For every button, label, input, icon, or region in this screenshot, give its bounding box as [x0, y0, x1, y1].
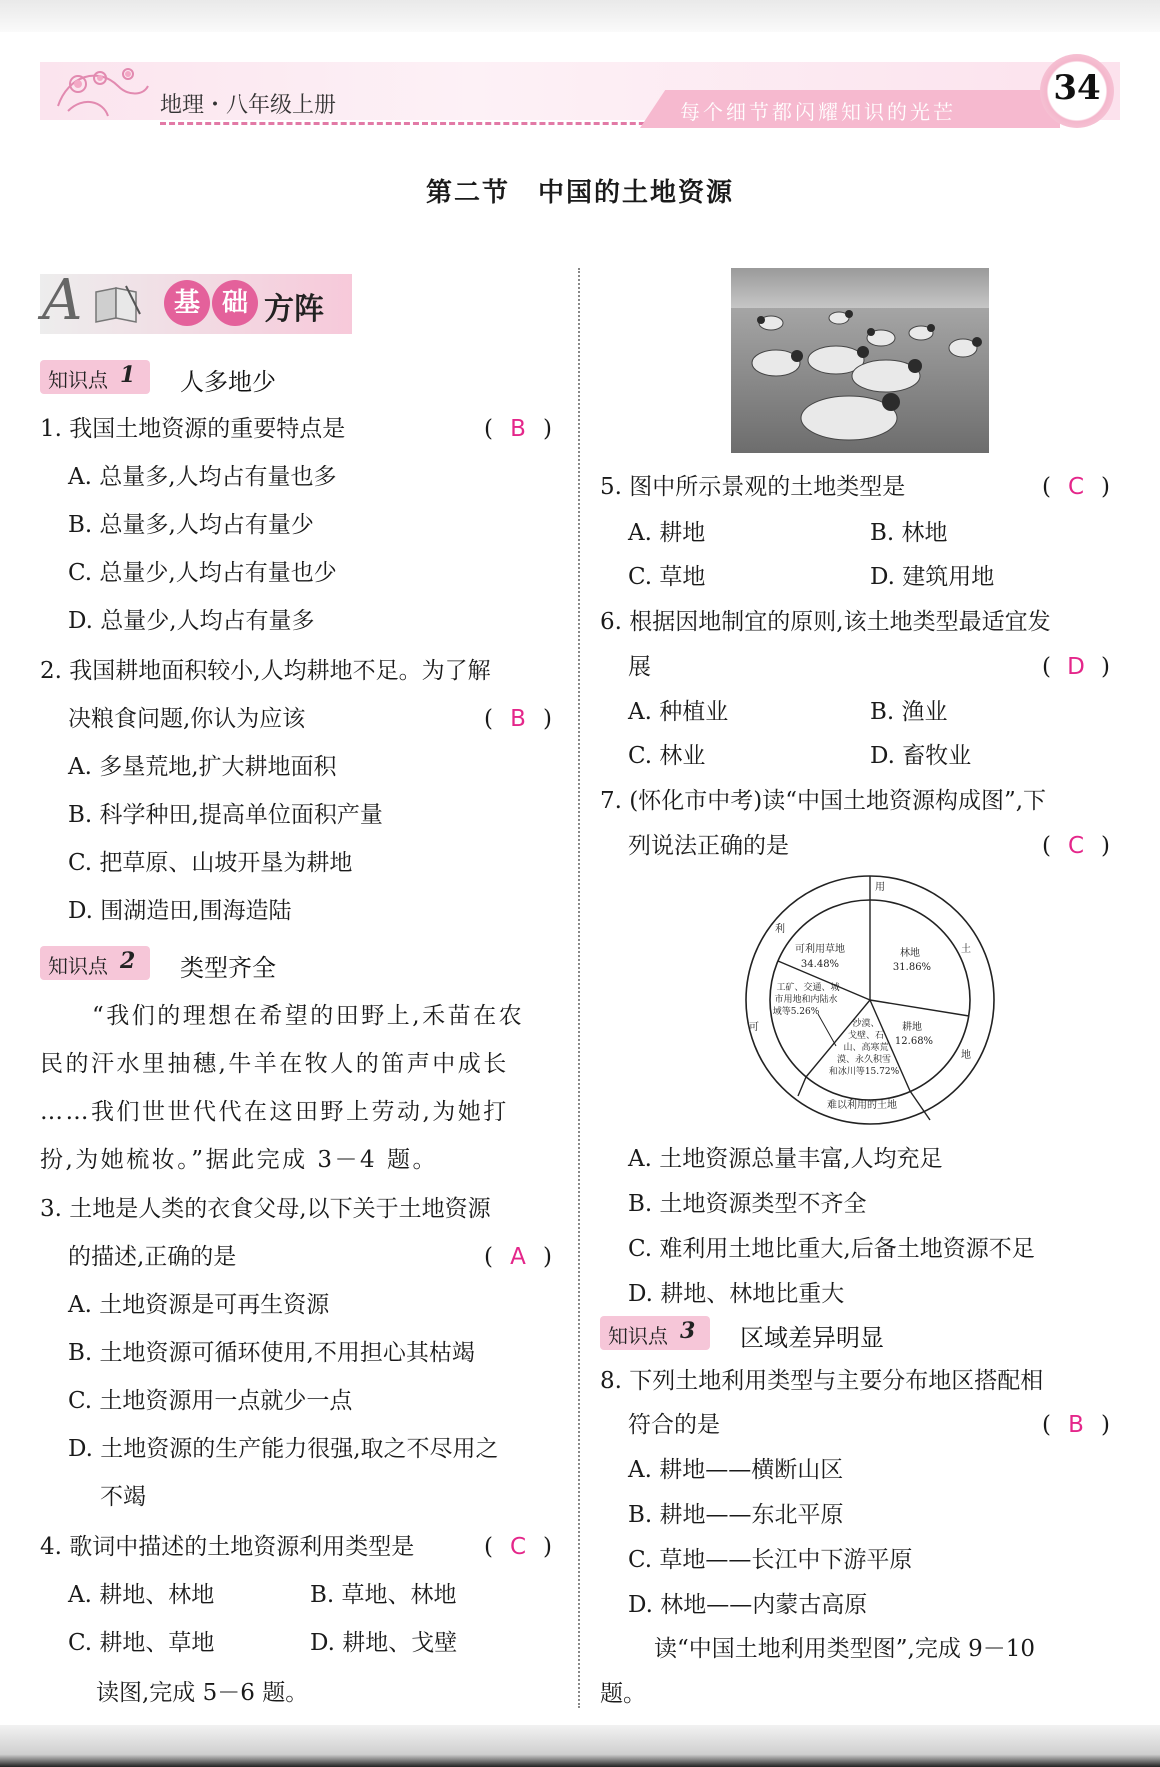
q2-option-c: C. 把草原、山坡开垦为耕地 — [68, 850, 353, 876]
q1-answer-letter: B — [510, 416, 526, 442]
ring-label-left2: 可 — [749, 1022, 759, 1033]
pie-label-desert-5: 和冰川等15.72% — [828, 1067, 900, 1077]
q6-option-c: C. 林业 — [628, 743, 706, 769]
banner-letter: A — [42, 268, 83, 333]
q2-option-a: A. 多垦荒地,扩大耕地面积 — [68, 754, 337, 780]
q2-answer: ( B ) — [484, 706, 552, 732]
passage-line-4: 扮,为她梳妆。”据此完成 3－4 题。 — [40, 1147, 438, 1173]
book-title: 地理・八年级上册 — [160, 93, 337, 118]
q3-answer-letter: A — [510, 1244, 526, 1270]
q7-option-d: D. 耕地、林地比重大 — [628, 1281, 845, 1307]
q4-stem: 4. 歌词中描述的土地资源利用类型是 — [40, 1534, 415, 1560]
q6-answer: ( D ) — [1042, 654, 1110, 680]
q2-stem-line1: 2. 我国耕地面积较小,人均耕地不足。为了解 — [40, 658, 491, 684]
kp-title: 人多地少 — [180, 368, 276, 396]
q6-stem-line2: 展 — [628, 654, 651, 680]
q2-stem-line2: 决粮食问题,你认为应该 — [68, 706, 306, 732]
q1-option-c: C. 总量少,人均占有量也少 — [68, 560, 337, 586]
q3-option-c: C. 土地资源用一点就少一点 — [68, 1388, 353, 1414]
ring-label-right: 土 — [961, 944, 971, 955]
q2-answer-letter: B — [510, 706, 526, 732]
q3-option-b: B. 土地资源可循环使用,不用担心其枯竭 — [68, 1340, 475, 1366]
kp-number: 2 — [120, 948, 136, 974]
pie-label-desert-3: 山、高寒荒 — [843, 1043, 889, 1053]
pie-label-urban-2: 市用地和内陆水 — [774, 995, 838, 1005]
pie-value-forest: 31.86% — [892, 962, 932, 973]
q5-option-c: C. 草地 — [628, 564, 706, 590]
ring-label-left: 利 — [775, 924, 785, 935]
book-icon — [92, 284, 142, 324]
q1-option-d: D. 总量少,人均占有量多 — [68, 608, 315, 634]
page-number-badge — [1040, 54, 1114, 128]
q7-stem-line2: 列说法正确的是 — [628, 833, 789, 859]
pie-label-desert-2: 戈壁、石 — [847, 1031, 885, 1041]
knowledge-point-3 — [600, 1316, 920, 1350]
land-composition-pie — [740, 870, 1000, 1130]
q6-option-b: B. 渔业 — [870, 699, 948, 725]
kp-label: 知识点 — [48, 368, 108, 392]
q2-option-d: D. 围湖造田,围海造陆 — [68, 898, 292, 924]
ring-label-top: 用 — [875, 882, 885, 893]
q5-stem: 5. 图中所示景观的土地类型是 — [600, 474, 906, 500]
header-dash-line — [160, 122, 690, 125]
top-edge — [0, 0, 1160, 32]
q3-stem-line1: 3. 土地是人类的衣食父母,以下关于土地资源 — [40, 1196, 491, 1222]
q8-option-b: B. 耕地——东北平原 — [628, 1502, 844, 1528]
section-title: 第二节 中国的土地资源 — [425, 178, 734, 208]
q8-option-a: A. 耕地——横断山区 — [628, 1457, 844, 1483]
banner-tail: 方阵 — [264, 292, 324, 327]
q3-option-d: D. 土地资源的生产能力很强,取之不尽用之 — [68, 1436, 499, 1462]
banner-char-2: 础 — [212, 280, 258, 326]
ring-label-right2: 地 — [961, 1050, 971, 1061]
pie-label-urban-1: 工矿、交通、城 — [776, 983, 840, 993]
knowledge-point-2 — [40, 946, 340, 980]
q7-option-a: A. 土地资源总量丰富,人均充足 — [628, 1146, 943, 1172]
q1-option-b: B. 总量多,人均占有量少 — [68, 512, 314, 538]
pie-label-desert-4: 漠、永久积雪 — [836, 1055, 892, 1065]
q4-option-d: D. 耕地、戈壁 — [310, 1630, 458, 1656]
passage-line-3: ……我们世世代代在这田野上劳动,为她打 — [40, 1099, 509, 1125]
q1-answer: ( B ) — [484, 416, 552, 442]
q7-option-b: B. 土地资源类型不齐全 — [628, 1191, 867, 1217]
page-number: 34 — [1053, 68, 1101, 108]
pie-label-grass: 可利用草地 — [795, 944, 845, 955]
pie-value-farm: 12.68% — [894, 1036, 934, 1047]
q8-answer-letter: B — [1068, 1412, 1084, 1438]
pie-label-urban-3: 域等5.26% — [772, 1007, 820, 1017]
q8-option-d: D. 林地——内蒙古高原 — [628, 1592, 868, 1618]
basic-section-banner — [40, 268, 352, 336]
q1-option-a: A. 总量多,人均占有量也多 — [68, 464, 337, 490]
kp-number: 3 — [680, 1318, 696, 1344]
q2-option-b: B. 科学种田,提高单位面积产量 — [68, 802, 383, 828]
q7-option-c: C. 难利用土地比重大,后备土地资源不足 — [628, 1236, 1035, 1262]
q5-option-a: A. 耕地 — [628, 520, 706, 546]
kp-title: 区域差异明显 — [740, 1324, 884, 1352]
q5-option-b: B. 林地 — [870, 520, 948, 546]
q4-option-b: B. 草地、林地 — [310, 1582, 457, 1608]
q1-stem: 1. 我国土地资源的重要特点是 — [40, 416, 346, 442]
pie-label-farm: 耕地 — [902, 1022, 922, 1033]
passage-line-1: “我们的理想在希望的田野上,禾苗在农 — [92, 1003, 525, 1029]
q6-stem-line1: 6. 根据因地制宜的原则,该土地类型最适宜发 — [600, 609, 1051, 635]
kp-label: 知识点 — [608, 1324, 668, 1348]
q7-stem-line1: 7. (怀化市中考)读“中国土地资源构成图”,下 — [600, 788, 1047, 814]
q6-option-a: A. 种植业 — [628, 699, 729, 725]
pie-label-forest: 林地 — [900, 948, 920, 959]
q8-option-c: C. 草地——长江中下游平原 — [628, 1547, 913, 1573]
q3-option-a: A. 土地资源是可再生资源 — [68, 1292, 330, 1318]
q6-answer-letter: D — [1067, 654, 1085, 680]
kp-label: 知识点 — [48, 954, 108, 978]
q8-stem-line1: 8. 下列土地利用类型与主要分布地区搭配相 — [600, 1368, 1044, 1394]
kp-number: 1 — [120, 362, 136, 388]
bottom-edge — [0, 1725, 1160, 1767]
flower-ornament-icon — [48, 56, 156, 122]
page-header — [40, 50, 1120, 128]
pie-label-desert-1: 沙漠、 — [852, 1019, 880, 1029]
q4-answer-letter: C — [509, 1534, 527, 1560]
q8-stem-line2: 符合的是 — [628, 1412, 720, 1438]
banner-char-1: 基 — [164, 280, 210, 326]
q4-option-a: A. 耕地、林地 — [68, 1582, 215, 1608]
q8-answer: ( B ) — [1042, 1412, 1110, 1438]
q5-answer-letter: C — [1067, 474, 1085, 500]
q4-answer: ( C ) — [484, 1534, 552, 1560]
read-5-6: 读图,完成 5－6 题。 — [96, 1680, 309, 1706]
knowledge-point-1 — [40, 360, 340, 394]
q7-answer: ( C ) — [1042, 833, 1110, 859]
q7-answer-letter: C — [1067, 833, 1085, 859]
q6-option-d: D. 畜牧业 — [870, 743, 972, 769]
q5-answer: ( C ) — [1042, 474, 1110, 500]
q3-stem-line2: 的描述,正确的是 — [68, 1244, 237, 1270]
pie-label-hard: 难以利用的土地 — [827, 1100, 897, 1111]
read-9-10-line2: 题。 — [600, 1681, 646, 1707]
read-9-10-line1: 读“中国土地利用类型图”,完成 9－10 — [654, 1636, 1036, 1662]
header-motto: 每个细节都闪耀知识的光芒 — [680, 100, 956, 124]
q3-option-d-cont: 不竭 — [100, 1484, 146, 1510]
q5-option-d: D. 建筑用地 — [870, 564, 995, 590]
column-divider — [578, 268, 580, 1708]
kp-title: 类型齐全 — [180, 954, 276, 982]
passage-line-2: 民的汗水里抽穗,牛羊在牧人的笛声中成长 — [40, 1051, 509, 1077]
grassland-sheep-photo — [731, 268, 989, 453]
q3-answer: ( A ) — [484, 1244, 552, 1270]
pie-value-grass: 34.48% — [800, 959, 840, 970]
q4-option-c: C. 耕地、草地 — [68, 1630, 215, 1656]
